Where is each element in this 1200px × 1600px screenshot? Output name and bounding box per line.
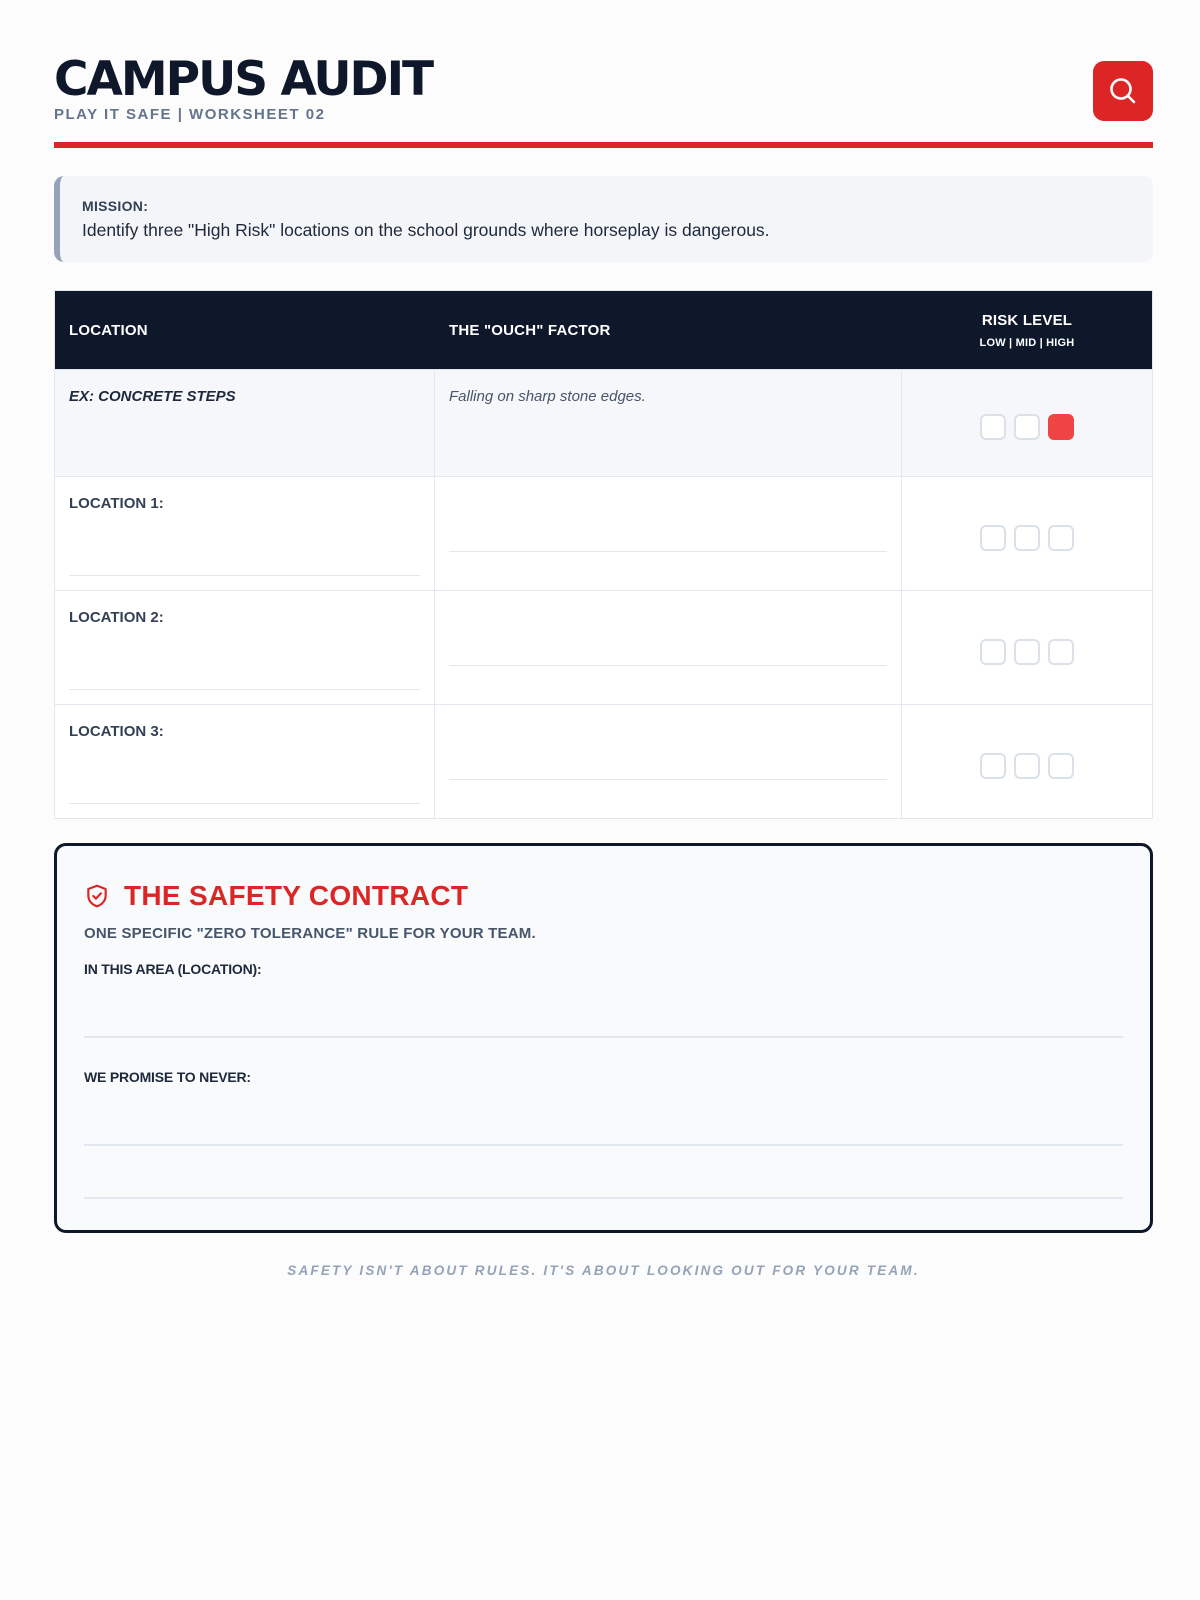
example-location-cell: [55, 370, 435, 476]
location-write-line[interactable]: [69, 575, 420, 576]
location-cell[interactable]: [55, 477, 435, 590]
risk-low-checkbox[interactable]: [980, 639, 1006, 665]
ouch-cell[interactable]: [435, 477, 902, 590]
example-ouch-cell: [435, 370, 902, 476]
search-button[interactable]: [1093, 61, 1153, 121]
area-write-line[interactable]: [84, 1036, 1123, 1038]
page-header: [54, 0, 1153, 150]
promise-write-line[interactable]: [84, 1144, 1123, 1146]
mission-label: MISSION:: [82, 198, 149, 214]
header-location: LOCATION: [69, 321, 148, 339]
table-row: [55, 590, 1152, 704]
risk-cell: [902, 477, 1152, 590]
ouch-cell[interactable]: [435, 705, 902, 818]
risk-low-checkbox[interactable]: [980, 753, 1006, 779]
risk-mid-checkbox[interactable]: [1014, 414, 1040, 440]
area-field-label: IN THIS AREA (LOCATION):: [84, 961, 262, 977]
ouch-write-line[interactable]: [449, 551, 887, 552]
table-header: [55, 291, 1152, 369]
location-label: LOCATION 1:: [69, 495, 164, 512]
risk-high-checkbox[interactable]: [1048, 753, 1074, 779]
risk-level-label: RISK LEVEL: [981, 311, 1073, 329]
contract-header: [84, 880, 468, 912]
example-row: [55, 369, 1152, 476]
risk-low-checkbox[interactable]: [980, 414, 1006, 440]
risk-high-checkbox[interactable]: [1048, 639, 1074, 665]
example-risk-cell: [902, 370, 1152, 476]
header-risk-level: [902, 291, 1152, 369]
page-subtitle: PLAY IT SAFE | WORKSHEET 02: [54, 106, 326, 123]
location-write-line[interactable]: [69, 689, 420, 690]
example-ouch-factor: Falling on sharp stone edges.: [449, 388, 646, 405]
shield-check-icon: [84, 883, 110, 909]
header-ouch-factor: THE "OUCH" FACTOR: [449, 321, 611, 339]
ouch-cell[interactable]: [435, 591, 902, 704]
location-label: LOCATION 3:: [69, 723, 164, 740]
header-divider: [54, 142, 1153, 148]
worksheet-page: [54, 0, 1153, 1278]
safety-contract: [54, 843, 1153, 1233]
audit-table: [54, 290, 1153, 819]
contract-subtitle: ONE SPECIFIC "ZERO TOLERANCE" RULE FOR YOUR TEAM.: [84, 925, 536, 942]
risk-low-checkbox[interactable]: [980, 525, 1006, 551]
location-cell[interactable]: [55, 705, 435, 818]
table-row: [55, 704, 1152, 818]
location-write-line[interactable]: [69, 803, 420, 804]
mission-box: [54, 176, 1153, 262]
risk-scale-label: LOW | MID | HIGH: [979, 336, 1075, 349]
promise-field-label: WE PROMISE TO NEVER:: [84, 1069, 251, 1085]
risk-mid-checkbox[interactable]: [1014, 753, 1040, 779]
risk-mid-checkbox[interactable]: [1014, 639, 1040, 665]
page-title: CAMPUS AUDIT: [54, 52, 433, 107]
ouch-write-line[interactable]: [449, 665, 887, 666]
risk-high-checkbox[interactable]: [1048, 414, 1074, 440]
risk-cell: [902, 705, 1152, 818]
risk-mid-checkbox[interactable]: [1014, 525, 1040, 551]
example-location: EX: CONCRETE STEPS: [69, 388, 236, 405]
promise-write-line-2[interactable]: [84, 1197, 1123, 1199]
risk-high-checkbox[interactable]: [1048, 525, 1074, 551]
contract-title: THE SAFETY CONTRACT: [124, 880, 469, 911]
table-row: [55, 476, 1152, 590]
location-cell[interactable]: [55, 591, 435, 704]
mission-text: Identify three "High Risk" locations on the school grounds where horseplay is dangerous.: [82, 220, 770, 240]
footer-tagline: SAFETY ISN'T ABOUT RULES. IT'S ABOUT LOOKING OUT FOR YOUR TEAM.: [287, 1263, 920, 1278]
search-icon: [1107, 75, 1139, 107]
ouch-write-line[interactable]: [449, 779, 887, 780]
risk-cell: [902, 591, 1152, 704]
location-label: LOCATION 2:: [69, 609, 164, 626]
